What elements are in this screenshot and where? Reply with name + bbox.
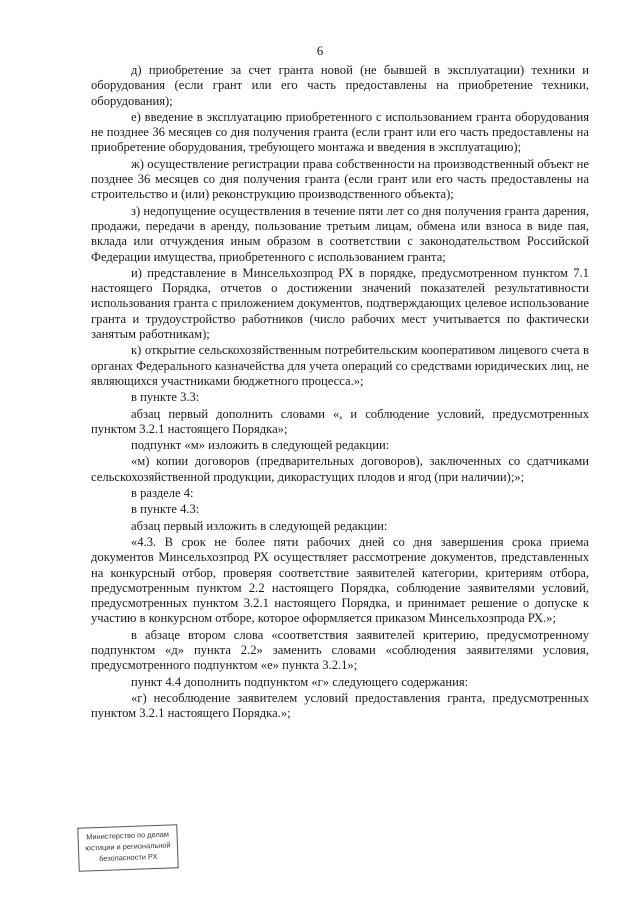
page-number: 6 [316,43,324,58]
stamp-line: безопасности РХ [99,851,158,864]
paragraph-d: д) приобретение за счет гранта новой (не бывшей в эксплуатации) техники и оборудования (если грант или его часть предоставлены на приобретение техники, оборудования); [91,63,589,108]
paragraph-i: и) представление в Минсельхозпрод РХ в порядке, предусмотренном пунктом 7.1 настоящего Порядка, отчетов о достижении значений показателей результативности использования гранта с приложением документов, подтверждающих целевое использование гранта и трудоустройство работников (число рабочих мест учитывается по фактически занятым работникам); [91,265,589,342]
paragraph-e: е) введение в эксплуатацию приобретенного с использованием гранта оборудования не позднее 36 месяцев со дня получения гранта (если грант или его часть предоставлены на приобретение оборудования, требующего монтажа и введения в эксплуатацию); [91,109,589,155]
paragraph-zh: ж) осуществление регистрации права собственности на производственный объект не позднее 36 месяцев со дня получения гранта (если грант или его часть предоставлены на строительство и (или) реконструкцию производственного объекта); [91,156,589,202]
paragraph-abzac-first: абзац первый дополнить словами «, и соблюдение условий, предусмотренных пунктом 3.2.1 настоящего Порядка»; [91,406,589,436]
paragraph-4-3-text: «4.3. В срок не более пяти рабочих дней со дня завершения срока приема документов Минсельхозпрод РХ осуществляет рассмотрение документов, представленных на конкурсный отбор, проверяя соответствие заявителей категории, критериям отбора, предусмотренным пунктом 2.2 настоящего Порядка, соблюдение заявителями условий, предусмотренных пунктом 3.2.1 настоящего Порядка, и принимает решение о допуске к участию в конкурсном отборе, которое оформляется приказом Минсельхозпрода РХ.»; [91,534,589,626]
paragraph-point-3-3: в пункте 3.3: [131,390,200,405]
paragraph-subpoint-m: подпункт «м» изложить в следующей редакции: [131,438,390,453]
document-body [91,63,589,722]
paragraph-m-text: «м) копии договоров (предварительных договоров), заключенных со сдатчиками сельскохозяйственной продукции, дикорастущих плодов и ягод (при наличии);»; [91,454,589,484]
paragraph-g-text: «г) несоблюдение заявителем условий предоставления гранта, предусмотренных пунктом 3.2.1 настоящего Порядка.»; [91,690,589,721]
paragraph-abzac-redaction: абзац первый изложить в следующей редакции: [131,518,388,533]
stamp-line: юстиции и региональной [85,840,171,853]
ministry-stamp [77,824,178,871]
stamp-line: Министерство по делам [86,829,170,842]
paragraph-z: з) недопущение осуществления в течение пяти лет со дня получения гранта дарения, продажи, передачи в аренду, пользование третьим лицам, обмена или взноса в виде пая, вклада или отчуждения иным образом в соответствии с законодательством Российской Федерации имущества, приобретенного с использованием гранта; [91,203,589,264]
paragraph-point-4-4: пункт 4.4 дополнить подпунктом «г» следующего содержания: [131,674,469,689]
paragraph-section-4: в разделе 4: [131,486,194,501]
paragraph-k: к) открытие сельскохозяйственным потребительским кооперативом лицевого счета в органах Федерального казначейства для учета операций со средствами юридических лиц, не являющихся участниками бюджетного процесса.»; [91,343,589,388]
paragraph-point-4-3: в пункте 4.3: [131,502,200,517]
paragraph-abzac-second: в абзаце втором слова «соответствия заявителей критерию, предусмотренному подпунктом «д» пункта 2.2» заменить словами «соблюдения заявителями условия, предусмотренного подпунктом «е» пункта 3.2.1»; [91,627,589,673]
